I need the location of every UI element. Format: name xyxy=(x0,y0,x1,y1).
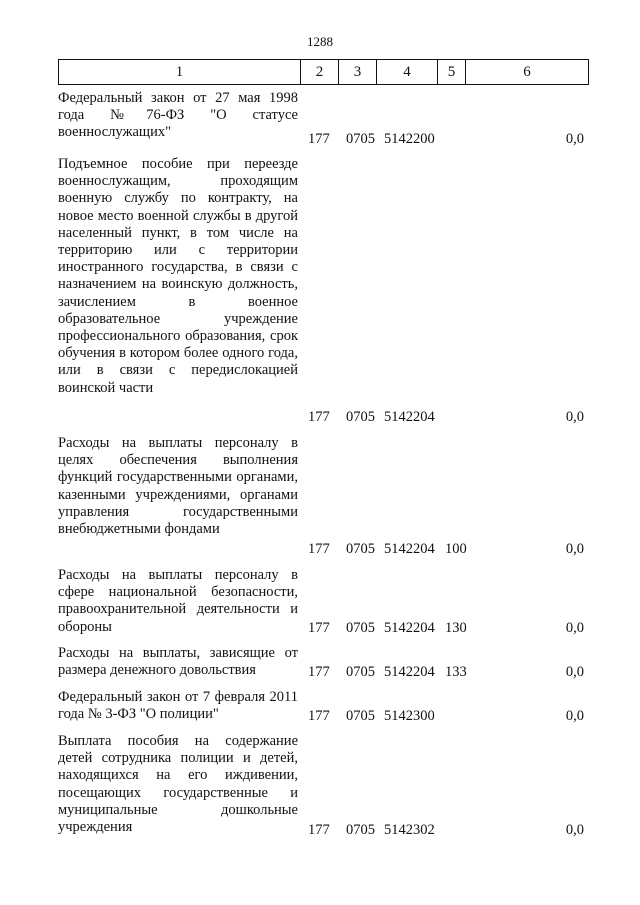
header-col-3: 3 xyxy=(339,60,377,85)
row-description: Федеральный закон от 27 мая 1998 года №76-ФЗ "О статусе военнослужащих" xyxy=(58,90,298,141)
row-col-3: 0705 xyxy=(346,707,375,724)
row-col-4: 5142204 xyxy=(384,619,435,636)
row-description: Расходы на выплаты персоналу в сфере национальной безопасности, правоохранительной деятельности и обороны xyxy=(58,567,298,635)
row-col-6: 0,0 xyxy=(565,540,584,557)
table-row xyxy=(58,733,588,839)
header-col-4: 4 xyxy=(377,60,438,85)
row-col-3: 0705 xyxy=(346,130,375,147)
row-col-2: 177 xyxy=(308,821,330,838)
row-col-3: 0705 xyxy=(346,408,375,425)
table-row xyxy=(58,689,588,725)
row-col-2: 177 xyxy=(308,408,330,425)
row-col-2: 177 xyxy=(308,663,330,680)
row-col-2: 177 xyxy=(308,619,330,636)
row-col-6: 0,0 xyxy=(565,663,584,680)
row-col-3: 0705 xyxy=(346,540,375,557)
row-col-6: 0,0 xyxy=(565,707,584,724)
row-col-6: 0,0 xyxy=(565,130,584,147)
column-header-table xyxy=(58,59,589,85)
table-row xyxy=(58,156,588,426)
row-col-4: 5142302 xyxy=(384,821,435,838)
row-col-3: 0705 xyxy=(346,821,375,838)
header-col-6: 6 xyxy=(466,60,589,85)
table-row xyxy=(58,90,588,148)
row-description: Выплата пособия на содержание детей сотрудника полиции и детей, находящихся на его иждивении, посещающих государственные и муниципальные дошкольные учреждения xyxy=(58,733,298,836)
row-col-4: 5142204 xyxy=(384,540,435,557)
row-col-6: 0,0 xyxy=(565,821,584,838)
row-col-3: 0705 xyxy=(346,619,375,636)
row-col-5: 100 xyxy=(445,540,467,557)
row-col-4: 5142204 xyxy=(384,663,435,680)
row-col-2: 177 xyxy=(308,540,330,557)
row-col-5: 130 xyxy=(445,619,467,636)
page-number: 1288 xyxy=(307,34,333,49)
row-col-4: 5142300 xyxy=(384,707,435,724)
header-col-2: 2 xyxy=(301,60,339,85)
header-col-5: 5 xyxy=(438,60,466,85)
header-col-1: 1 xyxy=(59,60,301,85)
budget-rows xyxy=(58,90,588,839)
row-description: Федеральный закон от 7 февраля 2011 года № 3-ФЗ "О полиции" xyxy=(58,689,298,723)
row-col-6: 0,0 xyxy=(565,408,584,425)
row-col-4: 5142200 xyxy=(384,130,435,147)
table-row xyxy=(58,435,588,558)
row-col-2: 177 xyxy=(308,707,330,724)
row-description: Подъемное пособие при переезде военнослужащим, проходящим военную службу по контракту, на новое место военной службы в другой населенный пункт, в том числе на территорию или с территории иностранного государства, в связи с назначением на воинскую должность, зачислением в военное образовательное учреждение профессионального образования, срок обучения в котором более одного года, или в связи с передислокацией воинской части xyxy=(58,156,298,396)
row-col-6: 0,0 xyxy=(565,619,584,636)
table-row xyxy=(58,645,588,681)
row-col-3: 0705 xyxy=(346,663,375,680)
row-col-5: 133 xyxy=(445,663,467,680)
row-col-2: 177 xyxy=(308,130,330,147)
row-description: Расходы на выплаты персоналу в целях обеспечения выполнения функций государственными органами, казенными учреждениями, органами управления государственными внебюджетными фондами xyxy=(58,435,298,538)
row-description: Расходы на выплаты, зависящие от размера денежного довольствия xyxy=(58,645,298,679)
row-col-4: 5142204 xyxy=(384,408,435,425)
table-row xyxy=(58,567,588,637)
